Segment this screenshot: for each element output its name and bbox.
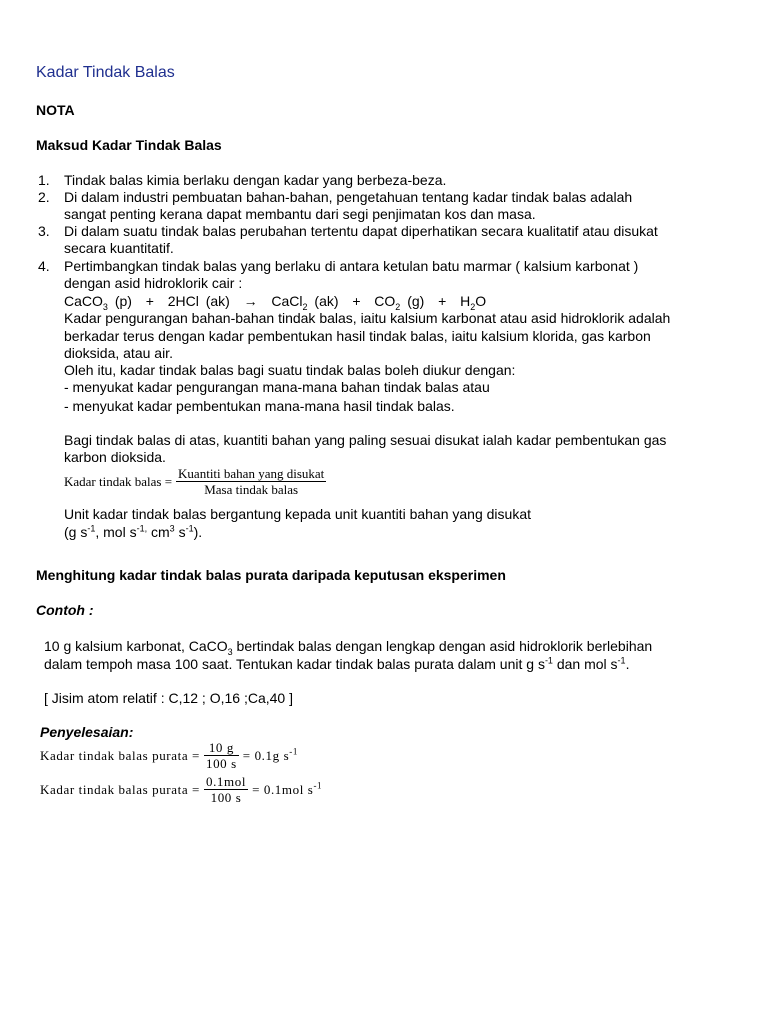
paragraph-line: - menyukat kadar pembentukan mana-mana hasil tindak balas.: [64, 398, 455, 414]
list-item-text: Pertimbangkan tindak balas yang berlaku di antara ketulan batu marmar ( kalsium karbonat ): [64, 258, 639, 274]
solution-numerator: 0.1mol: [205, 774, 247, 789]
arrow-icon: →: [243, 293, 258, 309]
list-number: 2.: [38, 189, 50, 205]
list-item-text: Di dalam industri pembuatan bahan-bahan, pengetahuan tentang kadar tindak balas adalah: [64, 189, 633, 205]
atomic-mass-note: [ Jisim atom relatif : C,12 ; O,16 ;Ca,40 ]: [44, 690, 293, 706]
solution-fraction: [204, 740, 239, 771]
solution-numerator: 10 g: [208, 740, 234, 755]
list-number: 3.: [38, 223, 50, 239]
units-list: (g $s^{-1}$, mol $s^{-1,}$ $cm^3$ $s^{-1}$).: [64, 523, 203, 540]
solution-lhs: Kadar tindak balas purata =: [40, 781, 200, 797]
formula-lhs: Kadar tindak balas =: [64, 473, 173, 489]
solution-line-1: [40, 740, 298, 771]
list-number: 4.: [38, 258, 50, 274]
solution-line-2: [40, 774, 322, 805]
solution-fraction: [204, 774, 248, 805]
formula-numerator: Kuantiti bahan yang disukat: [178, 466, 325, 481]
solution-denominator: 100 s: [210, 790, 242, 805]
list-item-text: sangat penting kerana dapat membantu dari segi penjimatan kos dan masa.: [64, 206, 536, 222]
chemical-equation: CaCO$_3$ (p) + 2HCl (ak) → CaCl$_2$ $(ak) + CO_2$ $(g) + H_2O$: [64, 293, 487, 312]
list-number: 1.: [38, 172, 50, 188]
paragraph-line: karbon dioksida.: [64, 449, 166, 465]
penyelesaian-label: Penyelesaian:: [40, 724, 134, 740]
rate-formula: [64, 466, 330, 497]
paragraph-line: Oleh itu, kadar tindak balas bagi suatu tindak balas boleh diukur dengan:: [64, 362, 516, 378]
section-heading-maksud: Maksud Kadar Tindak Balas: [36, 137, 222, 153]
paragraph-line: Bagi tindak balas di atas, kuantiti bahan yang paling sesuai disukat ialah kadar pembentukan gas: [64, 432, 667, 448]
list-item-text: secara kuantitatif.: [64, 240, 174, 256]
paragraph-line: Kadar pengurangan bahan-bahan tindak balas, iaitu kalsium karbonat atau asid hidroklorik adalah: [64, 310, 671, 326]
section-heading-menghitung: Menghitung kadar tindak balas purata daripada keputusan eksperimen: [36, 567, 506, 583]
solution-lhs: Kadar tindak balas purata =: [40, 747, 200, 763]
page-title: Kadar Tindak Balas: [36, 64, 175, 81]
formula-fraction: [176, 466, 326, 497]
contoh-label: Contoh :: [36, 602, 94, 618]
list-item-text: Tindak balas kimia berlaku dengan kadar yang berbeza-beza.: [64, 172, 447, 188]
unit-line: Unit kadar tindak balas bergantung kepada unit kuantiti bahan yang disukat: [64, 506, 531, 522]
solution-denominator: 100 s: [205, 756, 237, 771]
nota-heading: NOTA: [36, 102, 75, 118]
solution-result: = 0.1g $s^{-1}$: [242, 746, 298, 763]
question-line: 10 g kalsium karbonat, CaCO$_3$ bertindak balas dengan lengkap dengan asid hidroklorik berlebihan: [44, 638, 653, 657]
list-item-text: dengan asid hidroklorik cair :: [64, 275, 243, 291]
solution-result: = 0.1mol $s^{-1}$: [252, 780, 323, 797]
paragraph-line: berkadar terus dengan kadar pembentukan hasil tindak balas, iaitu kalsium klorida, gas karbon: [64, 328, 651, 344]
paragraph-line: - menyukat kadar pengurangan mana-mana bahan tindak balas atau: [64, 379, 490, 395]
formula-denominator: Masa tindak balas: [204, 482, 299, 497]
paragraph-line: dioksida, atau air.: [64, 345, 173, 361]
question-line: dalam tempoh masa 100 saat. Tentukan kadar tindak balas purata dalam unit g $s^{-1}$ dan mol $s^{-1}$.: [44, 655, 630, 672]
list-item-text: Di dalam suatu tindak balas perubahan tertentu dapat diperhatikan secara kualitatif atau disukat: [64, 223, 658, 239]
